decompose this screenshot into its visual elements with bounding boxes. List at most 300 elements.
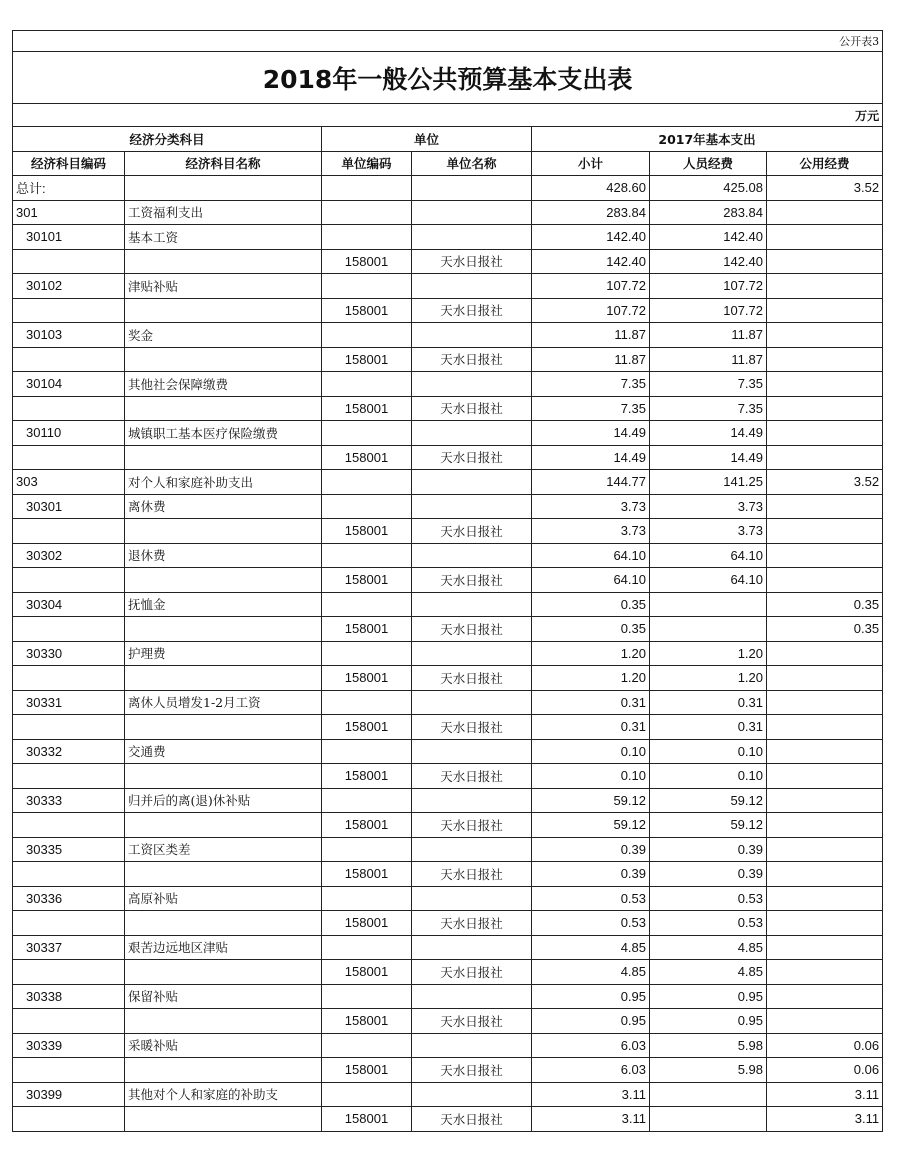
col-header-unit-code: 单位编码 (322, 151, 412, 176)
unit-name-cell (412, 592, 532, 617)
unit-code-cell (322, 421, 412, 446)
table-row (13, 323, 883, 348)
unit-code-cell: 158001 (322, 960, 412, 985)
econ-name-cell (125, 445, 322, 470)
econ-name-cell: 归并后的离(退)休补贴 (125, 788, 322, 813)
public-cell (767, 960, 883, 985)
unit-name-cell (412, 739, 532, 764)
unit-code-cell (322, 200, 412, 225)
subtotal-cell: 59.12 (532, 788, 650, 813)
personnel-cell: 0.10 (650, 739, 767, 764)
subtotal-cell: 0.53 (532, 911, 650, 936)
subtotal-cell: 3.73 (532, 519, 650, 544)
table-row (13, 666, 883, 691)
econ-code-cell: 30335 (13, 837, 125, 862)
public-cell (767, 396, 883, 421)
subtotal-cell: 428.60 (532, 176, 650, 201)
public-cell (767, 886, 883, 911)
unit-code-cell (322, 176, 412, 201)
unit-code-cell (322, 470, 412, 495)
public-cell (767, 568, 883, 593)
table-row (13, 984, 883, 1009)
subtotal-cell: 107.72 (532, 274, 650, 299)
public-cell (767, 519, 883, 544)
unit-code-cell (322, 1082, 412, 1107)
econ-code-cell (13, 617, 125, 642)
subtotal-cell: 4.85 (532, 960, 650, 985)
table-row (13, 347, 883, 372)
unit-name-cell: 天水日报社 (412, 1107, 532, 1132)
public-cell (767, 813, 883, 838)
table-row (13, 1082, 883, 1107)
unit-name-cell (412, 200, 532, 225)
public-cell (767, 935, 883, 960)
table-row (13, 739, 883, 764)
personnel-cell: 0.10 (650, 764, 767, 789)
unit-name-cell (412, 641, 532, 666)
econ-code-cell: 30330 (13, 641, 125, 666)
econ-name-cell (125, 396, 322, 421)
unit-code-cell (322, 739, 412, 764)
public-cell (767, 421, 883, 446)
personnel-cell (650, 617, 767, 642)
econ-name-cell (125, 666, 322, 691)
econ-name-cell: 其他对个人和家庭的补助支 (125, 1082, 322, 1107)
subtotal-cell: 1.20 (532, 666, 650, 691)
subtotal-cell: 14.49 (532, 445, 650, 470)
econ-code-cell: 30304 (13, 592, 125, 617)
econ-code-cell (13, 1107, 125, 1132)
public-cell (767, 543, 883, 568)
econ-code-cell (13, 347, 125, 372)
subtotal-cell: 0.10 (532, 764, 650, 789)
public-cell (767, 323, 883, 348)
econ-name-cell: 抚恤金 (125, 592, 322, 617)
econ-code-cell: 总计: (13, 176, 125, 201)
unit-code-cell (322, 225, 412, 250)
econ-name-cell: 津贴补贴 (125, 274, 322, 299)
table-row (13, 592, 883, 617)
econ-code-cell (13, 396, 125, 421)
econ-code-cell: 303 (13, 470, 125, 495)
subtotal-cell: 11.87 (532, 323, 650, 348)
unit-code-cell: 158001 (322, 862, 412, 887)
unit-name-cell (412, 225, 532, 250)
unit-name-cell: 天水日报社 (412, 298, 532, 323)
public-cell: 3.11 (767, 1107, 883, 1132)
personnel-cell: 142.40 (650, 225, 767, 250)
unit-name-cell: 天水日报社 (412, 715, 532, 740)
unit-name-cell (412, 470, 532, 495)
public-cell (767, 666, 883, 691)
personnel-cell: 14.49 (650, 445, 767, 470)
public-cell (767, 764, 883, 789)
doc-tag: 公开表3 (13, 31, 883, 52)
table-row (13, 543, 883, 568)
table-row (13, 617, 883, 642)
table-row (13, 641, 883, 666)
unit-code-cell (322, 886, 412, 911)
econ-name-cell (125, 347, 322, 372)
table-row (13, 372, 883, 397)
personnel-cell: 11.87 (650, 323, 767, 348)
unit-code-cell: 158001 (322, 1107, 412, 1132)
unit-name-cell (412, 886, 532, 911)
econ-name-cell (125, 911, 322, 936)
unit-name-cell: 天水日报社 (412, 396, 532, 421)
unit-name-cell: 天水日报社 (412, 249, 532, 274)
econ-name-cell: 离休费 (125, 494, 322, 519)
personnel-cell (650, 1107, 767, 1132)
table-row (13, 225, 883, 250)
unit-code-cell: 158001 (322, 519, 412, 544)
econ-code-cell: 301 (13, 200, 125, 225)
table-row (13, 176, 883, 201)
public-cell (767, 739, 883, 764)
personnel-cell: 11.87 (650, 347, 767, 372)
budget-sheet (12, 30, 882, 1132)
table-row (13, 886, 883, 911)
subtotal-cell: 3.11 (532, 1082, 650, 1107)
unit-name-cell (412, 1033, 532, 1058)
table-row (13, 862, 883, 887)
public-cell: 0.35 (767, 617, 883, 642)
econ-name-cell: 采暖补贴 (125, 1033, 322, 1058)
econ-code-cell: 30399 (13, 1082, 125, 1107)
unit-code-cell: 158001 (322, 445, 412, 470)
econ-name-cell: 交通费 (125, 739, 322, 764)
personnel-cell: 1.20 (650, 641, 767, 666)
public-cell (767, 274, 883, 299)
public-cell: 3.11 (767, 1082, 883, 1107)
personnel-cell: 59.12 (650, 788, 767, 813)
econ-code-cell (13, 298, 125, 323)
econ-name-cell (125, 519, 322, 544)
public-cell (767, 862, 883, 887)
subtotal-cell: 59.12 (532, 813, 650, 838)
subtotal-cell: 7.35 (532, 396, 650, 421)
unit-name-cell: 天水日报社 (412, 347, 532, 372)
col-header-public: 公用经费 (767, 151, 883, 176)
econ-code-cell (13, 445, 125, 470)
subtotal-cell: 64.10 (532, 568, 650, 593)
unit-name-cell (412, 323, 532, 348)
econ-code-cell (13, 862, 125, 887)
unit-name-cell (412, 788, 532, 813)
unit-code-cell (322, 494, 412, 519)
econ-code-cell (13, 1009, 125, 1034)
econ-code-cell: 30332 (13, 739, 125, 764)
table-body (13, 176, 883, 1132)
public-cell (767, 445, 883, 470)
unit-code-cell (322, 984, 412, 1009)
personnel-cell: 0.95 (650, 984, 767, 1009)
column-header-row (13, 151, 883, 176)
unit-name-cell (412, 543, 532, 568)
unit-code-cell (322, 1033, 412, 1058)
econ-name-cell: 退休费 (125, 543, 322, 568)
econ-name-cell: 艰苦边远地区津贴 (125, 935, 322, 960)
econ-name-cell (125, 1009, 322, 1034)
econ-name-cell (125, 960, 322, 985)
subtotal-cell: 0.95 (532, 984, 650, 1009)
subtotal-cell: 7.35 (532, 372, 650, 397)
unit-code-cell (322, 592, 412, 617)
econ-name-cell (125, 617, 322, 642)
table-row (13, 249, 883, 274)
unit-name-cell: 天水日报社 (412, 813, 532, 838)
unit-code-cell (322, 372, 412, 397)
subtotal-cell: 0.10 (532, 739, 650, 764)
public-cell (767, 347, 883, 372)
personnel-cell: 425.08 (650, 176, 767, 201)
table-row (13, 298, 883, 323)
subtotal-cell: 142.40 (532, 225, 650, 250)
unit-name-cell (412, 837, 532, 862)
econ-code-cell: 30333 (13, 788, 125, 813)
econ-code-cell: 30337 (13, 935, 125, 960)
unit-name-cell (412, 274, 532, 299)
unit-code-cell: 158001 (322, 813, 412, 838)
personnel-cell (650, 592, 767, 617)
personnel-cell: 0.31 (650, 690, 767, 715)
econ-code-cell (13, 1058, 125, 1083)
public-cell (767, 837, 883, 862)
public-cell (767, 225, 883, 250)
unit-name-cell (412, 494, 532, 519)
personnel-cell: 142.40 (650, 249, 767, 274)
table-row (13, 935, 883, 960)
personnel-cell: 0.53 (650, 911, 767, 936)
public-cell (767, 200, 883, 225)
econ-name-cell: 高原补贴 (125, 886, 322, 911)
personnel-cell: 3.73 (650, 494, 767, 519)
personnel-cell: 107.72 (650, 298, 767, 323)
personnel-cell: 5.98 (650, 1033, 767, 1058)
econ-code-cell: 30104 (13, 372, 125, 397)
unit-code-cell (322, 935, 412, 960)
econ-name-cell (125, 764, 322, 789)
unit-name-cell: 天水日报社 (412, 1009, 532, 1034)
personnel-cell: 107.72 (650, 274, 767, 299)
personnel-cell: 0.39 (650, 862, 767, 887)
subtotal-cell: 0.31 (532, 690, 650, 715)
personnel-cell: 141.25 (650, 470, 767, 495)
personnel-cell: 64.10 (650, 543, 767, 568)
subtotal-cell: 0.35 (532, 592, 650, 617)
table-row (13, 1058, 883, 1083)
econ-name-cell (125, 298, 322, 323)
econ-name-cell: 离休人员增发1-2月工资 (125, 690, 322, 715)
subtotal-cell: 3.11 (532, 1107, 650, 1132)
subtotal-cell: 3.73 (532, 494, 650, 519)
public-cell (767, 911, 883, 936)
unit-code-cell: 158001 (322, 1009, 412, 1034)
econ-name-cell: 工资福利支出 (125, 200, 322, 225)
unit-code-cell (322, 788, 412, 813)
unit-code-cell (322, 641, 412, 666)
unit-name-cell: 天水日报社 (412, 1058, 532, 1083)
table-row (13, 494, 883, 519)
table-row (13, 960, 883, 985)
table-row (13, 200, 883, 225)
table-row (13, 715, 883, 740)
table-row (13, 788, 883, 813)
group-header-econ: 经济分类科目 (13, 127, 322, 152)
page-title: 2018年一般公共预算基本支出表 (13, 52, 883, 104)
econ-code-cell: 30302 (13, 543, 125, 568)
col-header-econ-name: 经济科目名称 (125, 151, 322, 176)
econ-code-cell: 30110 (13, 421, 125, 446)
subtotal-cell: 0.31 (532, 715, 650, 740)
table-row (13, 911, 883, 936)
econ-code-cell (13, 519, 125, 544)
unit-row (13, 104, 883, 127)
personnel-cell: 0.53 (650, 886, 767, 911)
public-cell: 0.06 (767, 1058, 883, 1083)
unit-name-cell: 天水日报社 (412, 519, 532, 544)
unit-name-cell (412, 421, 532, 446)
title-row (13, 52, 883, 104)
subtotal-cell: 107.72 (532, 298, 650, 323)
econ-code-cell (13, 715, 125, 740)
table-row (13, 445, 883, 470)
personnel-cell: 3.73 (650, 519, 767, 544)
public-cell: 0.35 (767, 592, 883, 617)
econ-code-cell: 30336 (13, 886, 125, 911)
subtotal-cell: 0.39 (532, 862, 650, 887)
econ-name-cell: 对个人和家庭补助支出 (125, 470, 322, 495)
personnel-cell: 4.85 (650, 935, 767, 960)
table-row (13, 690, 883, 715)
personnel-cell (650, 1082, 767, 1107)
econ-name-cell (125, 249, 322, 274)
public-cell (767, 494, 883, 519)
econ-name-cell (125, 1107, 322, 1132)
col-header-subtotal: 小计 (532, 151, 650, 176)
table-row (13, 470, 883, 495)
table-row (13, 764, 883, 789)
unit-code-cell: 158001 (322, 617, 412, 642)
unit-name-cell (412, 372, 532, 397)
public-cell (767, 715, 883, 740)
unit-name-cell: 天水日报社 (412, 862, 532, 887)
unit-code-cell (322, 837, 412, 862)
personnel-cell: 14.49 (650, 421, 767, 446)
econ-name-cell: 护理费 (125, 641, 322, 666)
unit-code-cell (322, 543, 412, 568)
subtotal-cell: 0.35 (532, 617, 650, 642)
budget-table (12, 30, 883, 1132)
unit-name-cell (412, 1082, 532, 1107)
public-cell (767, 372, 883, 397)
table-row (13, 519, 883, 544)
unit-name-cell (412, 984, 532, 1009)
subtotal-cell: 144.77 (532, 470, 650, 495)
unit-name-cell (412, 690, 532, 715)
subtotal-cell: 64.10 (532, 543, 650, 568)
personnel-cell: 283.84 (650, 200, 767, 225)
doc-tag-row (13, 31, 883, 52)
personnel-cell: 0.31 (650, 715, 767, 740)
public-cell (767, 641, 883, 666)
econ-name-cell (125, 862, 322, 887)
table-row (13, 1107, 883, 1132)
subtotal-cell: 0.95 (532, 1009, 650, 1034)
table-row (13, 1009, 883, 1034)
econ-code-cell: 30301 (13, 494, 125, 519)
personnel-cell: 0.39 (650, 837, 767, 862)
subtotal-cell: 6.03 (532, 1033, 650, 1058)
unit-name-cell: 天水日报社 (412, 617, 532, 642)
table-row (13, 396, 883, 421)
econ-code-cell: 30339 (13, 1033, 125, 1058)
econ-code-cell: 30101 (13, 225, 125, 250)
public-cell (767, 298, 883, 323)
unit-code-cell: 158001 (322, 1058, 412, 1083)
public-cell (767, 1009, 883, 1034)
unit-name-cell (412, 935, 532, 960)
public-cell: 3.52 (767, 470, 883, 495)
public-cell (767, 788, 883, 813)
public-cell: 0.06 (767, 1033, 883, 1058)
econ-name-cell (125, 813, 322, 838)
table-row (13, 421, 883, 446)
personnel-cell: 7.35 (650, 372, 767, 397)
col-header-personnel: 人员经费 (650, 151, 767, 176)
public-cell: 3.52 (767, 176, 883, 201)
table-row (13, 568, 883, 593)
econ-name-cell: 城镇职工基本医疗保险缴费 (125, 421, 322, 446)
personnel-cell: 0.95 (650, 1009, 767, 1034)
unit-name-cell: 天水日报社 (412, 911, 532, 936)
unit-code-cell: 158001 (322, 764, 412, 789)
unit-code-cell: 158001 (322, 298, 412, 323)
unit-code-cell: 158001 (322, 715, 412, 740)
unit-code-cell (322, 690, 412, 715)
unit-code-cell: 158001 (322, 568, 412, 593)
econ-code-cell (13, 249, 125, 274)
table-row (13, 837, 883, 862)
econ-code-cell: 30102 (13, 274, 125, 299)
unit-name-cell: 天水日报社 (412, 960, 532, 985)
personnel-cell: 59.12 (650, 813, 767, 838)
unit-name-cell: 天水日报社 (412, 445, 532, 470)
subtotal-cell: 0.39 (532, 837, 650, 862)
econ-code-cell (13, 911, 125, 936)
unit-code-cell: 158001 (322, 396, 412, 421)
econ-name-cell: 基本工资 (125, 225, 322, 250)
unit-name-cell: 天水日报社 (412, 568, 532, 593)
unit-code-cell (322, 323, 412, 348)
econ-code-cell (13, 568, 125, 593)
subtotal-cell: 14.49 (532, 421, 650, 446)
subtotal-cell: 4.85 (532, 935, 650, 960)
unit-code-cell (322, 274, 412, 299)
unit-code-cell: 158001 (322, 249, 412, 274)
subtotal-cell: 283.84 (532, 200, 650, 225)
subtotal-cell: 6.03 (532, 1058, 650, 1083)
econ-code-cell (13, 813, 125, 838)
econ-name-cell: 保留补贴 (125, 984, 322, 1009)
econ-code-cell (13, 666, 125, 691)
group-header-basic: 2017年基本支出 (532, 127, 883, 152)
public-cell (767, 249, 883, 274)
subtotal-cell: 142.40 (532, 249, 650, 274)
public-cell (767, 690, 883, 715)
public-cell (767, 984, 883, 1009)
unit-code-cell: 158001 (322, 347, 412, 372)
